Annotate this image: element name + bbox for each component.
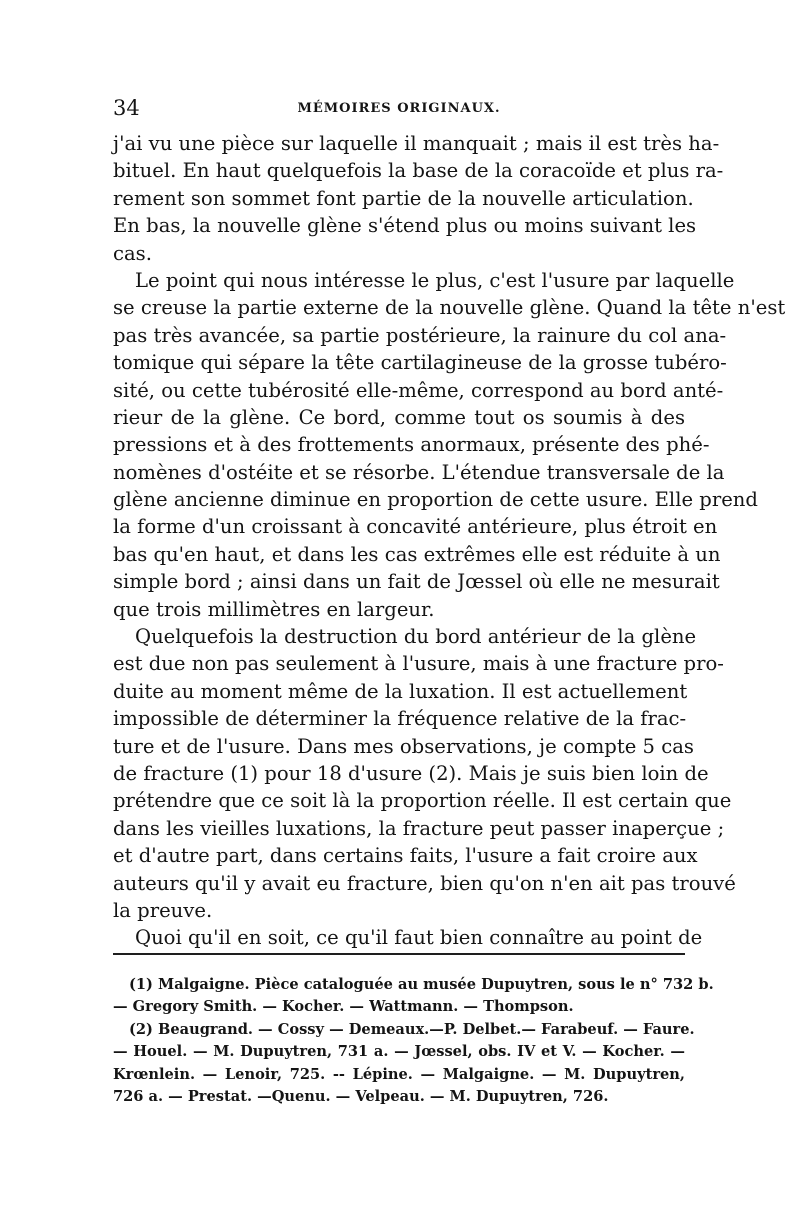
text-line: dans les vieilles luxations, la fracture peut passer inaperçue ; (113, 816, 725, 840)
footnote-line: 726 a. — Prestat. —Quenu. — Velpeau. — M. Dupuytren, 726. (113, 1087, 609, 1105)
text-line: rement son sommet font partie de la nouvelle articulation. (113, 186, 694, 210)
text-line: bas qu'en haut, et dans les cas extrêmes elle est réduite à un (113, 542, 721, 566)
footnote-line: Krœnlein. — Lenoir, 725. -- Lépine. — Malgaigne. — M. Dupuytren, (113, 1065, 685, 1083)
text-line: la preuve. (113, 898, 213, 922)
footnote-line: — Houel. — M. Dupuytren, 731 a. — Jœssel, obs. IV et V. — Kocher. — (113, 1043, 685, 1061)
text-line: se creuse la partie externe de la nouvelle glène. Quand la tête n'est (113, 296, 786, 320)
footnote-line: (1) Malgaigne. Pièce cataloguée au musée Dupuytren, sous le n° 732 b. (129, 976, 714, 993)
text-line: Quelquefois la destruction du bord antérieur de la glène (135, 625, 697, 649)
text-line: impossible de déterminer la fréquence relative de la frac- (113, 707, 687, 731)
text-line: Le point qui nous intéresse le plus, c'est l'usure par laquelle (135, 268, 735, 292)
text-line: pressions et à des frottements anormaux, présente des phé- (113, 433, 710, 457)
text-line: est due non pas seulement à l'usure, mais à une fracture pro- (113, 652, 724, 676)
text-line: bituel. En haut quelquefois la base de la coracoïde et plus ra- (113, 159, 724, 183)
text-line: j'ai vu une pièce sur laquelle il manquait ; mais il est très ha- (113, 132, 720, 155)
text-line: la forme d'un croissant à concavité antérieure, plus étroit en (113, 515, 718, 539)
text-line: pas très avancée, sa partie postérieure, la rainure du col ana- (113, 323, 727, 347)
text-line: Quoi qu'il en soit, ce qu'il faut bien connaître au point de (135, 926, 703, 950)
text-line: prétendre que ce soit là la proportion réelle. Il est certain que (113, 789, 732, 813)
text-line: que trois millimètres en largeur. (113, 597, 435, 621)
footnote-line: — Gregory Smith. — Kocher. — Wattmann. — Thompson. (113, 998, 574, 1016)
body-text (113, 130, 786, 952)
footnotes (113, 974, 714, 1108)
text-line: duite au moment même de la luxation. Il est actuellement (113, 679, 688, 703)
text-line: rieur de la glène. Ce bord, comme tout os soumis à des (113, 405, 685, 429)
text-line: nomènes d'ostéite et se résorbe. L'étendue transversale de la (113, 460, 725, 484)
text-line: tomique qui sépare la tête cartilagineuse de la grosse tubéro- (113, 351, 727, 375)
text-line: En bas, la nouvelle glène s'étend plus ou moins suivant les (113, 214, 697, 238)
footnote-separator (113, 953, 685, 955)
text-line: cas. (113, 241, 152, 265)
text-line: sité, ou cette tubérosité elle-même, correspond au bord anté- (113, 378, 724, 402)
text-line: auteurs qu'il y avait eu fracture, bien qu'on n'en ait pas trouvé (113, 871, 736, 895)
text-line: et d'autre part, dans certains faits, l'usure a fait croire aux (113, 844, 698, 868)
text-line: ture et de l'usure. Dans mes observations, je compte 5 cas (113, 734, 694, 758)
text-line: simple bord ; ainsi dans un fait de Jœssel où elle ne mesurait (113, 570, 720, 594)
text-line: glène ancienne diminue en proportion de cette usure. Elle prend (113, 488, 758, 512)
page-number: 34 (113, 96, 140, 120)
running-title: MÉMOIRES ORIGINAUX. (297, 101, 501, 116)
page-header (113, 96, 685, 126)
text-line: de fracture (1) pour 18 d'usure (2). Mais je suis bien loin de (113, 761, 709, 785)
footnote-line: (2) Beaugrand. — Cossy — Demeaux.—P. Delbet.— Farabeuf. — Faure. (129, 1020, 695, 1038)
